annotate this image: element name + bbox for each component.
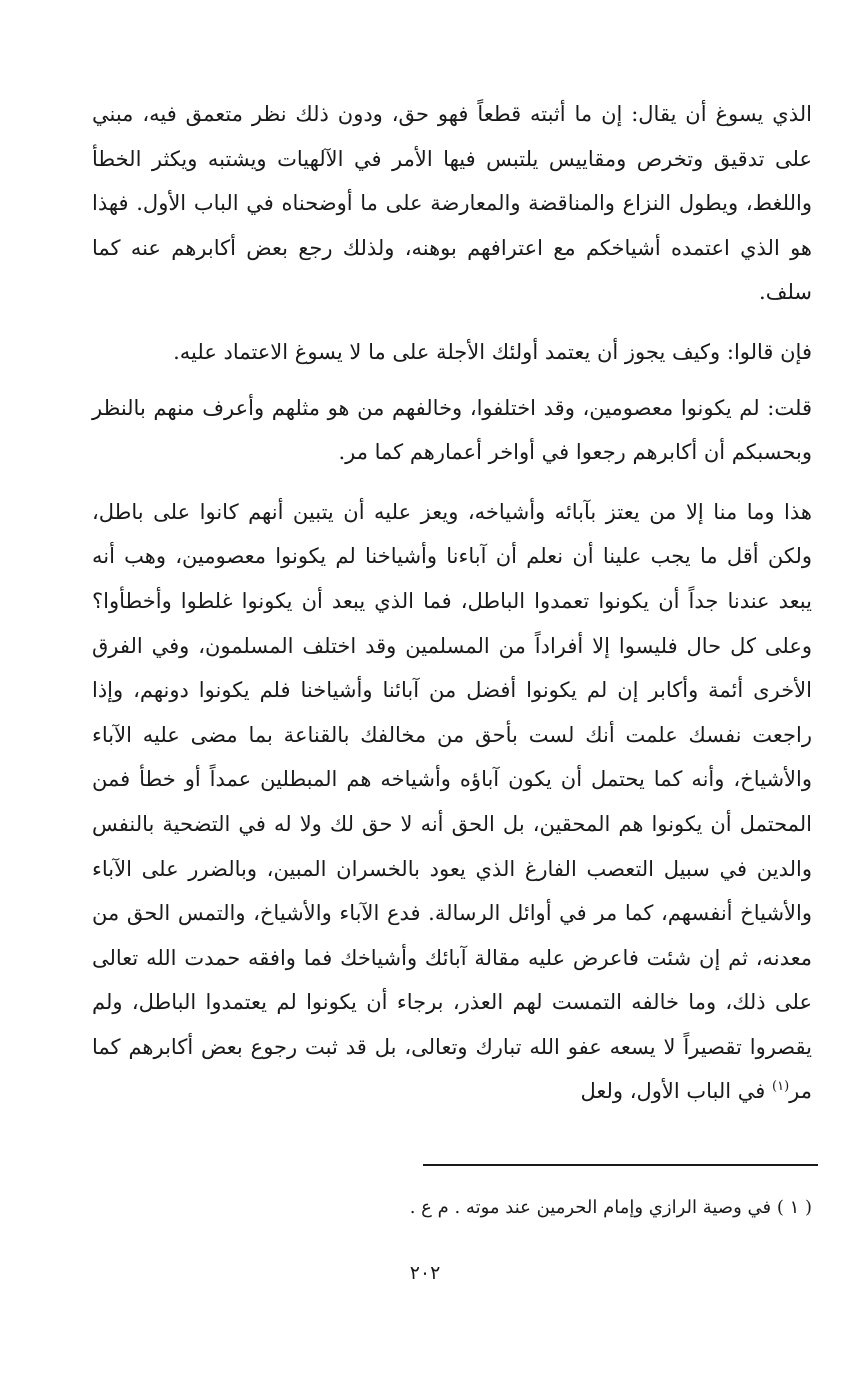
footnote: ( ١ ) في وصية الرازي وإمام الحرمين عند موته . م ع . bbox=[409, 1197, 812, 1218]
paragraph-4-text: هذا وما منا إلا من يعتز بآبائه وأشياخه، ويعز عليه أن يتبين أنهم كانوا على باطل، ولكن أقل ما يجب علينا أن نعلم أن آباءنا وأشياخنا لم يكونوا معصومين، وهب أنه يبعد عندنا جداً أن يكونوا تعمدوا الباطل، فما الذي يبعد أن يكونوا غلطوا وأخطأوا؟ وعلى كل حال فليسوا إلا أفراداً من المسلمين وقد اختلف المسلمون، وفي الفرق الأخرى أئمة وأكابر إن لم يكونوا أفضل من آبائنا وأشياخنا فلم يكونوا دونهم، وإذا راجعت نفسك علمت أنك لست بأحق من مخالفك بالقناعة بما مضى عليه الآباء والأشياخ، وأنه كما يحتمل أن يكون آباؤه وأشياخه هم المبطلين عمداً أو خطأ فمن المحتمل أن يكونوا هم المحقين، بل الحق أنه لا حق لك ولا له في التضحية بالنفس والدين في سبيل التعصب الفارغ الذي يعود بالخسران المبين، وبالضرر على الآباء والأشياخ أنفسهم، كما مر في أوائل الرسالة. فدع الآباء والأشياخ، والتمس الحق من معدنه، ثم إن شئت فاعرض عليه مقالة آبائك وأشياخك فما وافقه حمدت الله تعالى على ذلك، وما خالفه التمست لهم العذر، برجاء أن يكونوا لم يعتمدوا الباطل، ولم يقصروا تقصيراً لا يسعه عفو الله تبارك وتعالى، بل قد ثبت رجوع بعض أكابرهم كما مر bbox=[92, 499, 812, 1104]
paragraph-1: الذي يسوغ أن يقال: إن ما أثبته قطعاً فهو حق، ودون ذلك نظر متعمق فيه، مبني على تدقيق وتخرص ومقاييس يلتبس فيها الأمر في الآلهيات ويشتبه ويكثر الخطأ واللغط، ويطول النزاع والمناقضة والمعارضة على ما أوضحناه في الباب الأول. فهذا هو الذي اعتمده أشياخكم مع اعترافهم بوهنه، ولذلك رجع بعض أكابرهم عنه كما سلف. bbox=[92, 102, 812, 305]
paragraph-3: قلت: لم يكونوا معصومين، وقد اختلفوا، وخالفهم من هو مثلهم وأعرف منهم بالنظر وبحسبكم أن أكابرهم رجعوا في أواخر أعمارهم كما مر. bbox=[92, 395, 812, 465]
footnote-reference: (١) bbox=[772, 1079, 790, 1095]
page-number: ٢٠٢ bbox=[409, 1262, 441, 1284]
paragraph-2: فإن قالوا: وكيف يجوز أن يعتمد أولئك الأجلة على ما لا يسوغ الاعتماد عليه. bbox=[173, 339, 812, 364]
paragraph-4 bbox=[92, 490, 812, 1114]
paragraph-4-tail: في الباب الأول، ولعل bbox=[580, 1079, 766, 1104]
footnote-divider bbox=[423, 1164, 818, 1166]
main-text bbox=[92, 92, 812, 1114]
